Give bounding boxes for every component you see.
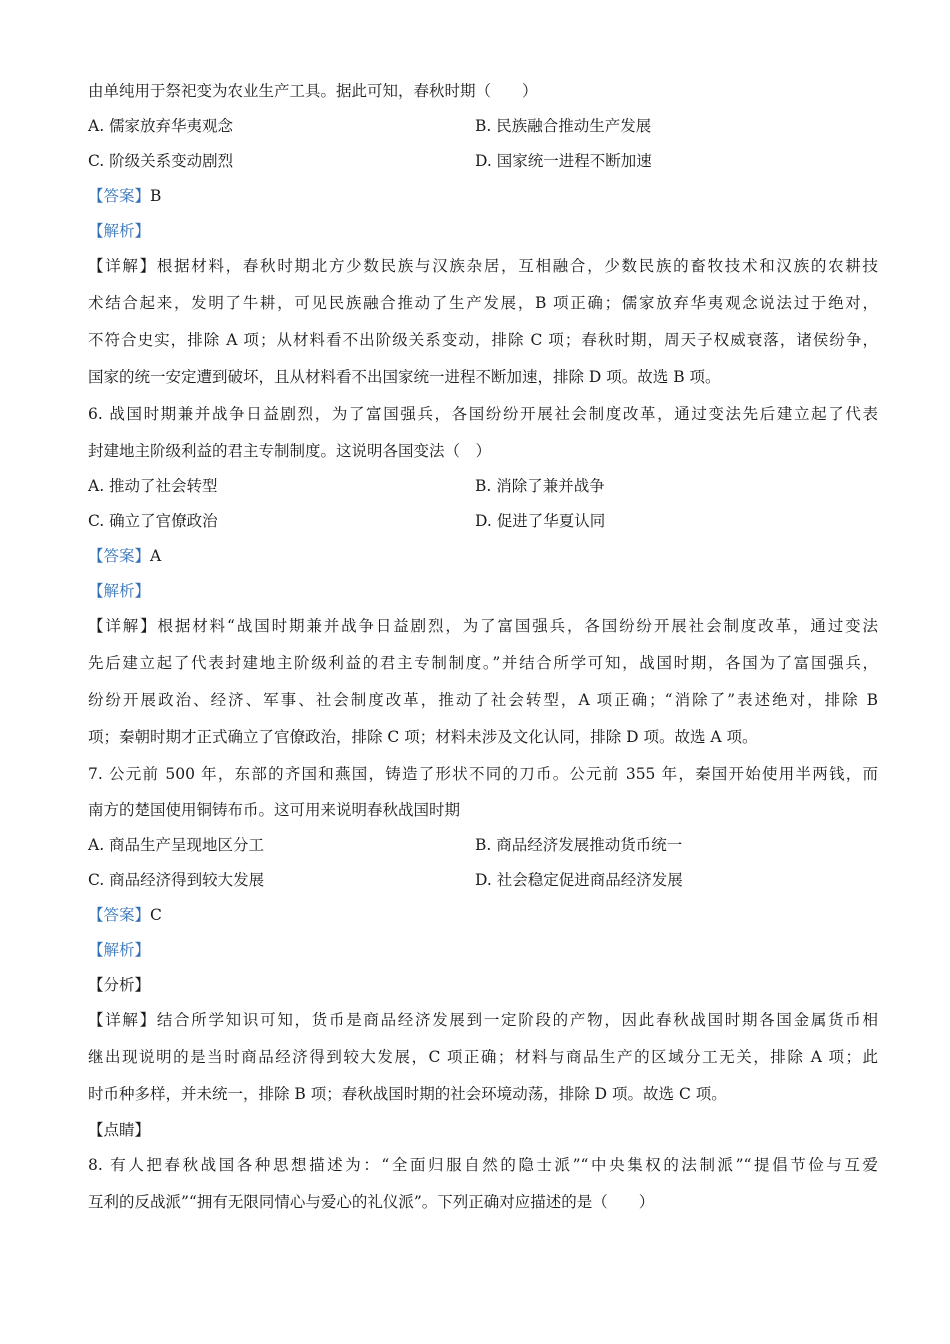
q5-answer — [88, 186, 878, 206]
q6-option-d: D. 促进了华夏认同 — [475, 512, 606, 530]
q5-stem-tail: 由单纯用于祭祀变为农业生产工具。据此可知，春秋时期（ ） — [88, 82, 538, 100]
answer-tag: 【答案】 — [88, 906, 151, 924]
q6-option-a: A. 推动了社会转型 — [88, 477, 218, 495]
detail-text: 根据材料，春秋时期北方少数民族与汉族杂居，互相融合，少数民族的畜牧技术和汉族的农耕技 — [156, 257, 878, 275]
q5-detail-line-2: 术结合起来，发明了牛耕，可见民族融合推动了生产发展，B 项正确；儒家放弃华夷观念说法过于绝对， — [88, 294, 878, 312]
q6-detail-line-3: 纷纷开展政治、经济、军事、社会制度改革，推动了社会转型，A 项正确；“消除了”表述绝对，排除 B — [88, 691, 878, 709]
q7-stem-line-2: 南方的楚国使用铜铸布币。这可用来说明春秋战国时期 — [88, 801, 461, 819]
q8-stem-line-2: 互利的反战派”“拥有无限同情心与爱心的礼仪派”。下列正确对应描述的是（ ） — [88, 1193, 655, 1211]
detail-text: 结合所学知识可知，货币是商品经济发展到一定阶段的产物，因此春秋战国时期各国金属货币相 — [156, 1011, 878, 1029]
q5-option-a: A. 儒家放弃华夷观念 — [88, 117, 234, 135]
q7-option-a: A. 商品生产呈现地区分工 — [88, 836, 265, 854]
answer-tag: 【答案】 — [88, 187, 151, 205]
q5-analysis-tag: 【解析】 — [88, 222, 151, 240]
q6-detail-line-2: 先后建立起了代表封建地主阶级利益的君主专制制度。”并结合所学可知，战国时期，各国为了富国强兵， — [88, 654, 878, 672]
q7-option-c: C. 商品经济得到较大发展 — [88, 871, 265, 889]
q5-option-c: C. 阶级关系变动剧烈 — [88, 152, 234, 170]
q7-answer — [88, 905, 878, 925]
q5-option-b: B. 民族融合推动生产发展 — [475, 117, 652, 135]
q6-answer — [88, 546, 878, 566]
q6-option-b: B. 消除了兼并战争 — [475, 477, 605, 495]
q6-analysis-tag: 【解析】 — [88, 582, 151, 600]
answer-value: B — [150, 187, 162, 205]
q6-stem-line-2: 封建地主阶级利益的君主专制制度。这说明各国变法（ ） — [88, 442, 492, 460]
q6-detail-line-4: 项；秦朝时期才正式确立了官僚政治，排除 C 项；材料未涉及文化认同，排除 D 项。故选 A 项。 — [88, 728, 758, 746]
q7-option-b: B. 商品经济发展推动货币统一 — [475, 836, 683, 854]
q5-detail-line-4: 国家的统一安定遭到破坏，且从材料看不出国家统一进程不断加速，排除 D 项。故选 B 项。 — [88, 368, 721, 386]
q7-detail-line-2: 继出现说明的是当时商品经济得到较大发展，C 项正确；材料与商品生产的区域分工无关，排除 A 项；此 — [88, 1048, 878, 1066]
q7-detail-line-3: 时币种多样，并未统一，排除 B 项；春秋战国时期的社会环境动荡，排除 D 项。故选 C 项。 — [88, 1085, 727, 1103]
answer-value: A — [150, 547, 162, 565]
detail-text: 根据材料“战国时期兼并战争日益剧烈，为了富国强兵，各国纷纷开展社会制度改革，通过变法 — [157, 617, 878, 635]
q7-stem-line-1: 7. 公元前 500 年，东部的齐国和燕国，铸造了形状不同的刀币。公元前 355 年，秦国开始使用半两钱，而 — [88, 765, 878, 783]
q7-fenxi-tag: 【分析】 — [88, 976, 151, 994]
q7-option-d: D. 社会稳定促进商品经济发展 — [475, 871, 683, 889]
q6-option-c: C. 确立了官僚政治 — [88, 512, 218, 530]
detail-tag: 【详解】 — [88, 1011, 157, 1029]
q7-analysis-tag: 【解析】 — [88, 941, 151, 959]
q8-stem-line-1: 8. 有人把春秋战国各种思想描述为：“全面归服自然的隐士派”“中央集权的法制派”“提倡节俭与互爱 — [88, 1156, 878, 1174]
q7-dianjing-tag: 【点睛】 — [88, 1121, 151, 1139]
q7-detail-line-1 — [88, 1010, 878, 1030]
q5-detail-line-1 — [88, 256, 878, 276]
q5-detail-line-3: 不符合史实，排除 A 项；从材料看不出阶级关系变动，排除 C 项；春秋时期，周天子权威衰落，诸侯纷争， — [88, 331, 878, 349]
q6-detail-line-1 — [88, 616, 878, 636]
q5-option-d: D. 国家统一进程不断加速 — [475, 152, 652, 170]
answer-value: C — [150, 906, 162, 924]
answer-tag: 【答案】 — [88, 547, 151, 565]
q6-stem-line-1: 6. 战国时期兼并战争日益剧烈，为了富国强兵，各国纷纷开展社会制度改革，通过变法先后建立起了代表 — [88, 405, 878, 423]
detail-tag: 【详解】 — [88, 257, 157, 275]
detail-tag: 【详解】 — [88, 617, 158, 635]
